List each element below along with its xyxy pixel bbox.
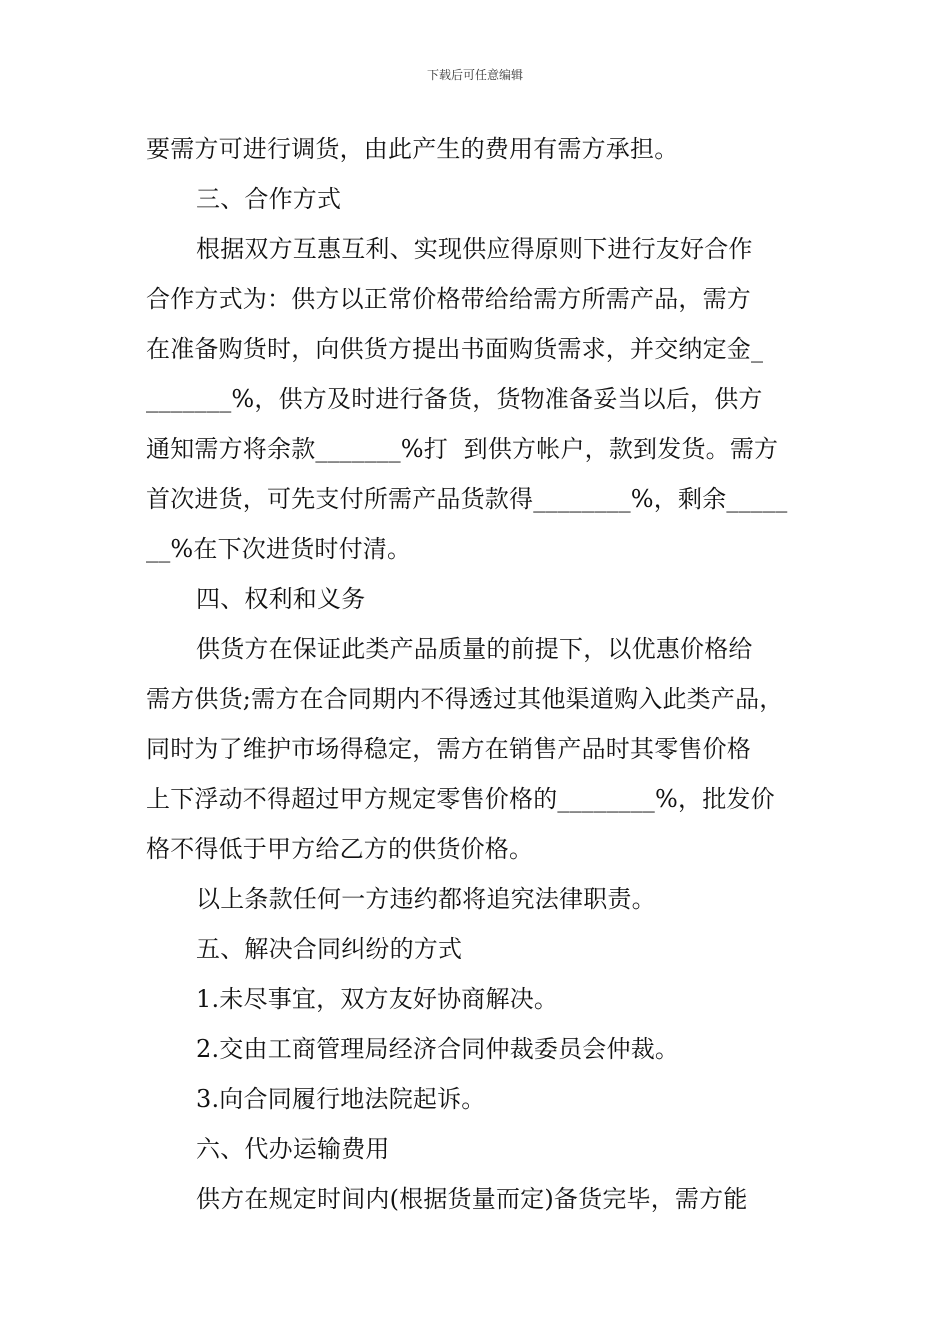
body-line: _______%，供方及时进行备货，货物准备妥当以后，供方	[146, 385, 763, 413]
section-heading-cooperation: 三、合作方式	[196, 185, 342, 213]
body-line: 在准备购货时，向供货方提出书面购货需求，并交纳定金_	[146, 335, 764, 363]
body-line: 供货方在保证此类产品质量的前提下，以优惠价格给	[196, 635, 753, 663]
list-item: 2.交由工商管理局经济合同仲裁委员会仲裁。	[196, 1035, 680, 1063]
list-item: 1.未尽事宜，双方友好协商解决。	[196, 985, 559, 1013]
section-heading-disputes: 五、解决合同纠纷的方式	[196, 935, 463, 963]
body-line: 首次进货，可先支付所需产品货款得________%，剩余_____	[146, 485, 788, 513]
body-line: 根据双方互惠互利、实现供应得原则下进行友好合作	[196, 235, 753, 263]
list-item: 3.向合同履行地法院起诉。	[196, 1085, 486, 1113]
body-line: 合作方式为：供方以正常价格带给给需方所需产品，需方	[146, 285, 751, 313]
body-line: 需方供货;需方在合同期内不得透过其他渠道购入此类产品，	[146, 685, 784, 713]
page-header-note: 下载后可任意编辑	[426, 68, 523, 82]
body-line: 供方在规定时间内(根据货量而定)备货完毕，需方能	[196, 1185, 748, 1213]
section-heading-rights: 四、权利和义务	[196, 585, 366, 613]
body-line: 通知需方将余款_______%打 到供方帐户，款到发货。需方	[146, 435, 779, 463]
body-line: 要需方可进行调货，由此产生的费用有需方承担。	[146, 135, 679, 163]
section-heading-transport: 六、代办运输费用	[196, 1135, 390, 1163]
body-line: 同时为了维护市场得稳定，需方在销售产品时其零售价格	[146, 735, 751, 763]
body-line: 以上条款任何一方违约都将追究法律职责。	[196, 885, 656, 913]
body-line: __%在下次进货时付清。	[146, 535, 412, 563]
body-line: 上下浮动不得超过甲方规定零售价格的________%，批发价	[146, 785, 775, 813]
document-body	[146, 124, 836, 1224]
body-line: 格不得低于甲方给乙方的供货价格。	[146, 835, 534, 863]
